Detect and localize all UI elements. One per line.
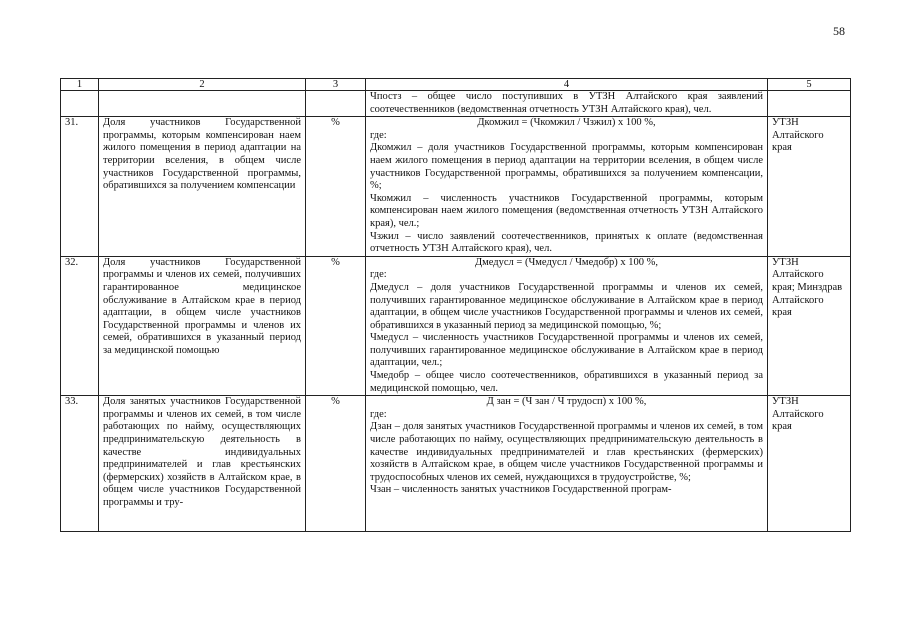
data-source: УТЗН Алтайского края: [768, 396, 851, 532]
indicator-name: Доля занятых участников Государственной программы и членов их семей, в том числе работающих по найму, осуществляющих предпринимательскую деятельность в качестве индивидуальных предпринимателей и глав крестьянских (фермерских) хозяйств в Алтайском крае, в общем числе участников Государственной программы и тру-: [99, 396, 306, 532]
formula-definition: Чзан – численность занятых участников Государственной програм-: [370, 484, 672, 496]
header-col-5: 5: [768, 79, 851, 91]
unit: %: [306, 396, 366, 532]
formula: Дкомжил = (Чкомжил / Чзжил) х 100 %,: [477, 117, 656, 129]
page-number: 58: [833, 24, 845, 38]
header-col-3: 3: [306, 79, 366, 91]
formula-where: где:: [370, 129, 387, 141]
row-number: 32.: [61, 256, 99, 396]
formula-definition: Чмедобр – общее число соотечественников, обратившихся в указанный период за медицинской помощью, чел.: [370, 370, 763, 394]
header-col-2: 2: [99, 79, 306, 91]
continuation-text: Чпостз – общее число поступивших в УТЗН Алтайского края заявлений соотечественников (ведомственная отчетность УТЗН Алтайского края), чел.: [366, 91, 768, 117]
table-row-continuation: [61, 91, 851, 117]
row-number: 33.: [61, 396, 99, 532]
unit: %: [306, 256, 366, 396]
formula-definition: Чкомжил – численность участников Государственной программы, которым компенсирован наем жилого помещения (ведомственная отчетность УТЗН Алтайского края), чел.;: [370, 192, 763, 229]
table-row: [61, 396, 851, 532]
formula-definition: Чмедусл – численность участников Государственной программы и членов их семей, получивших гарантированное медицинское обслуживание в Алтайском крае в период адаптации, чел.;: [370, 332, 763, 369]
formula-definition: Дзан – доля занятых участников Государственной программы и членов их семей, в том числе работающих по найму, осуществляющих предпринимательскую деятельность в качестве индивидуальных предпринимателей и глав крестьянских (фермерских) хозяйств в Алтайском крае, в общем числе участников Государственной программы и трудоспособных членов их семей, нуждающихся в трудоустройстве, %;: [370, 421, 763, 483]
indicator-name: Доля участников Государственной программы, которым компенсирован наем жилого помещения в период адаптации на территории вселения, в общем числе участников Государственной программы, обратившихся за получением компенсации: [99, 117, 306, 257]
unit: %: [306, 117, 366, 257]
header-col-1: 1: [61, 79, 99, 91]
calculation-method: [366, 117, 768, 257]
data-source: УТЗН Алтайского края; Минздрав Алтайского края: [768, 256, 851, 396]
formula-where: где:: [370, 269, 387, 281]
table-row: [61, 256, 851, 396]
row-number: 31.: [61, 117, 99, 257]
formula: Д зан = (Ч зан / Ч трудосп) х 100 %,: [486, 396, 647, 408]
table-header-row: [61, 79, 851, 91]
formula-where: где:: [370, 408, 387, 420]
formula: Дмедусл = (Чмедусл / Чмедобр) х 100 %,: [474, 256, 659, 268]
calculation-method: [366, 256, 768, 396]
table-row: [61, 117, 851, 257]
data-source: УТЗН Алтайского края: [768, 117, 851, 257]
formula-definition: Дмедусл – доля участников Государственной программы и членов их семей, получивших гарантированное медицинское обслуживание в Алтайском крае в период адаптации, в общем числе участников Государственной программы и членов их семей, обратившихся в указанный период за медицинской помощью, %;: [370, 281, 763, 331]
formula-definition: Дкомжил – доля участников Государственной программы, которым компенсирован наем жилого помещения в период адаптации на территории вселения, в общем числе участников Государственной программы, обратившихся за получением компенсации, %;: [370, 142, 763, 192]
indicator-name: Доля участников Государственной программы и членов их семей, получивших гарантированное медицинское обслуживание в Алтайском крае в период адаптации, в общем числе участников Государственной программы и членов их семей, обратившихся в указанный период за медицинской помощью: [99, 256, 306, 396]
indicator-table: [60, 78, 851, 532]
formula-definition: Чзжил – число заявлений соотечественников, принятых к оплате (ведомственная отчетность УТЗН Алтайского края), чел.: [370, 230, 763, 255]
calculation-method: [366, 396, 768, 532]
header-col-4: 4: [366, 79, 768, 91]
